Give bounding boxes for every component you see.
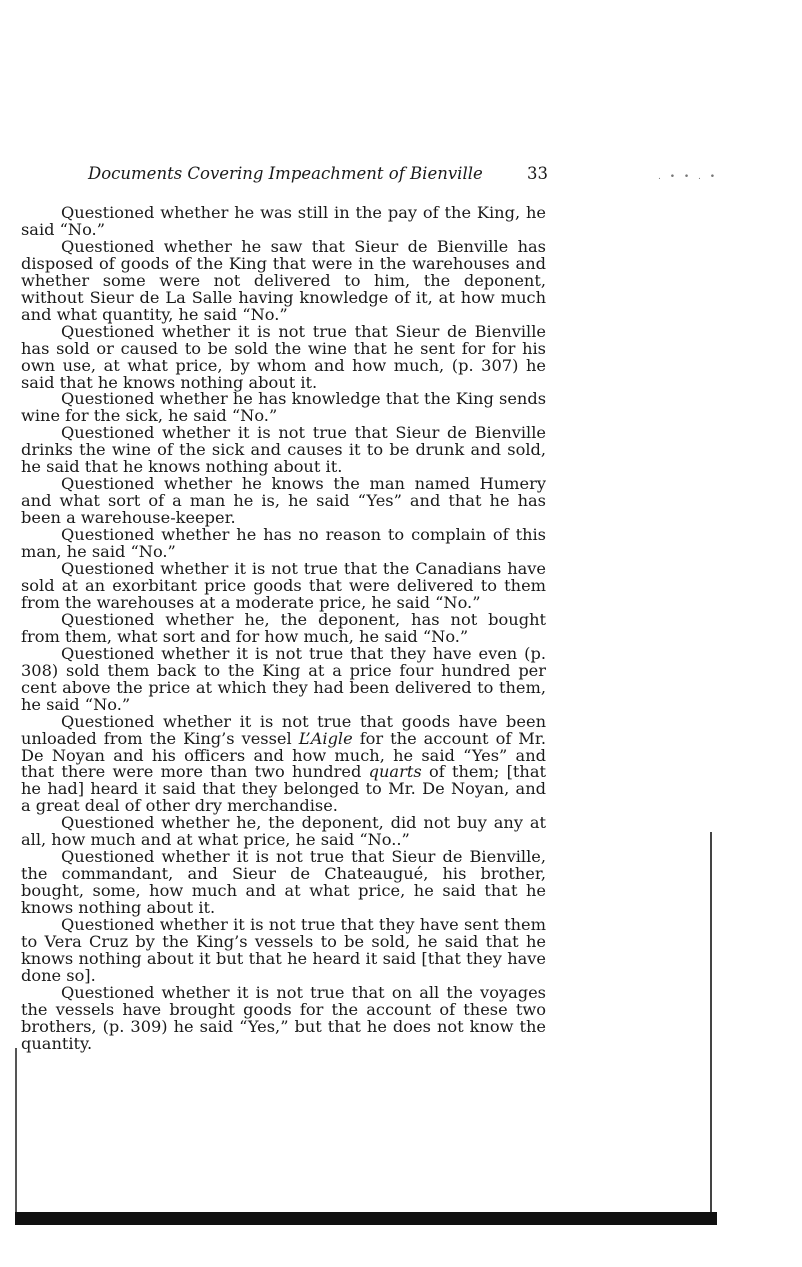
paragraph: Questioned whether it is not true that they have even (p. 308) sold them back to the King at a price four hundred per cent above the price at which they had been delivered to them, he said “No.” bbox=[21, 643, 546, 714]
paragraph: Questioned whether it is not true that on all the voyages the vessels have brought goods for the account of these two brothers, (p. 309) he said “Yes,” but that he does not know the quantity. bbox=[21, 982, 546, 1053]
paragraph: Questioned whether he has no reason to complain of this man, he said “No.” bbox=[21, 525, 546, 562]
paragraph: Questioned whether it is not true that Sieur de Bienville has sold or caused to be sold the wine that he sent for for his own use, at what price, by whom and how much, (p. 307) he said that he knows nothing about it. bbox=[21, 321, 546, 392]
quarts-term: quarts bbox=[368, 762, 422, 782]
running-title: Documents Covering Impeachment of Bienville bbox=[88, 164, 483, 183]
scan-edge-bottom bbox=[15, 1212, 717, 1225]
running-header bbox=[88, 164, 548, 188]
paragraph-text: of them; [that he had] heard it said that they belonged to Mr. De Noyan, and a great deal of other dry merchandise. bbox=[21, 762, 546, 816]
paragraph: Questioned whether he knows the man named Humery and what sort of a man he is, he said “Yes” and that he has been a warehouse-keeper. bbox=[21, 474, 546, 528]
scan-edge-left bbox=[15, 1048, 17, 1218]
vessel-name: L’Aigle bbox=[298, 728, 353, 748]
paragraph: Questioned whether it is not true that Sieur de Bienville, the commandant, and Sieur de Chateaugué, his brother, bought, some, how much and at what price, he said that he knows nothing about it. bbox=[21, 847, 546, 918]
body-text bbox=[21, 205, 546, 1053]
paragraph: Questioned whether it is not true that the Canadians have sold at an exorbitant price goods that were delivered to them from the warehouses at a moderate price, he said “No.” bbox=[21, 559, 546, 612]
page-number: 33 bbox=[527, 164, 548, 183]
scan-edge-right bbox=[710, 832, 712, 1224]
paragraph bbox=[21, 711, 546, 816]
paragraph: Questioned whether he saw that Sieur de Bienville has disposed of goods of the King that were in the warehouses and whether some were not delivered to him, the deponent, without Sieur de La Salle having knowledge of it, at how much and what quantity, he said “No.” bbox=[21, 236, 546, 324]
paragraph: Questioned whether he has knowledge that the King sends wine for the sick, he said “No.” bbox=[21, 389, 546, 426]
scan-specks: . • • . • bbox=[658, 172, 719, 182]
paragraph: Questioned whether he was still in the pay of the King, he said “No.” bbox=[21, 203, 546, 239]
paragraph-text: Questioned whether it is not true that goods have been unloaded from the King’s vessel bbox=[21, 711, 546, 748]
paragraph: Questioned whether he, the deponent, has not bought from them, what sort and for how much, he said “No.” bbox=[21, 609, 546, 646]
paragraph: Questioned whether it is not true that Sieur de Bienville drinks the wine of the sick and causes it to be drunk and sold, he said that he knows nothing about it. bbox=[21, 423, 546, 477]
paragraph: Questioned whether it is not true that they have sent them to Vera Cruz by the King’s vessels to be sold, he said that he knows nothing about it but that he heard it said [that they have done so]. bbox=[21, 915, 546, 985]
paragraph: Questioned whether he, the deponent, did not buy any at all, how much and at what price, he said “No..” bbox=[21, 813, 546, 850]
paragraph-text: for the account of Mr. De Noyan and his officers and how much, he said “Yes” and that there were more than two hundred bbox=[21, 728, 546, 782]
